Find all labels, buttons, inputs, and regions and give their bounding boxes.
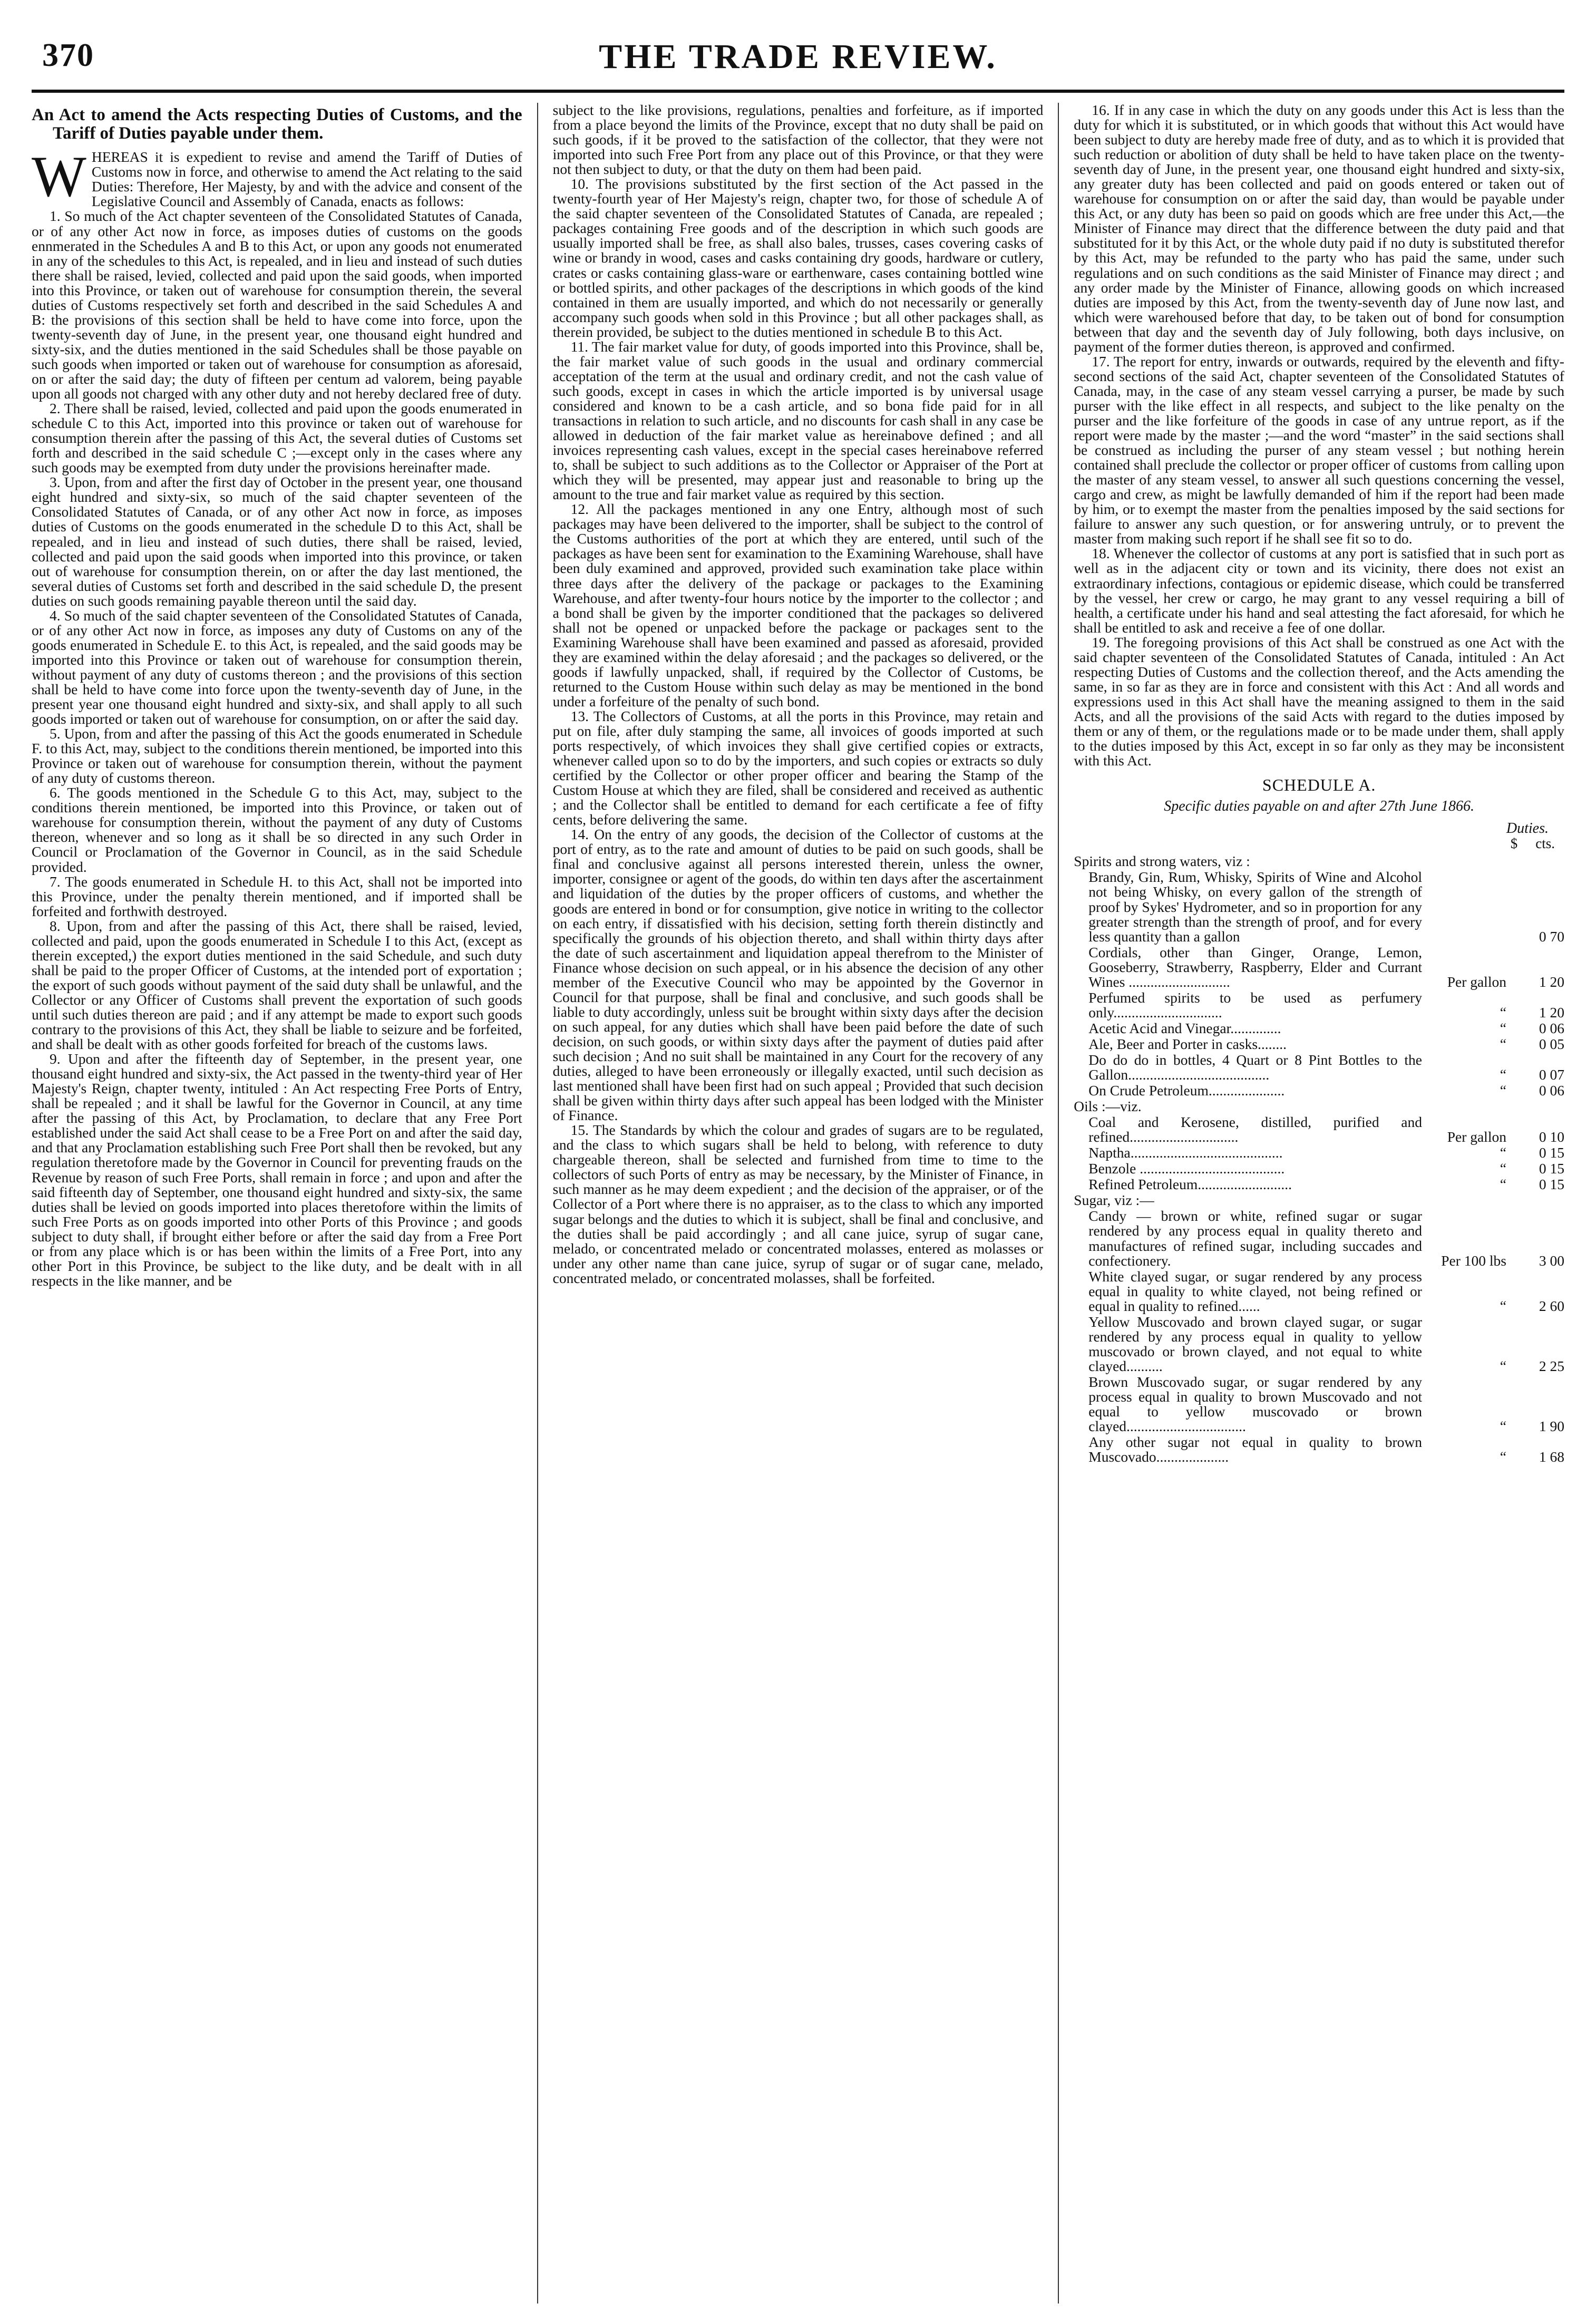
duty-unit: “ bbox=[1500, 1418, 1506, 1435]
duty-row bbox=[1074, 1177, 1564, 1192]
duty-row bbox=[1074, 1209, 1564, 1268]
intro-text: HEREAS it is expedient to revise and amend the Tariff of Duties of Customs now in force, and otherwise to amend the Act relating to the said Duties: Therefore, Her Majesty, by and with the advice and consent of the Legislative Council and Assembly of Canada, enacts as follows: bbox=[91, 149, 522, 210]
schedule-title: SCHEDULE A. bbox=[1262, 775, 1376, 795]
article-title: An Act to amend the Acts respecting Duties of Customs, and the Tariff of Duties payable under them. bbox=[32, 105, 522, 143]
duty-value: 2 60 bbox=[1539, 1297, 1564, 1314]
duty-description: On Crude Petroleum..................... bbox=[1088, 1082, 1285, 1099]
duty-row bbox=[1074, 1021, 1564, 1036]
duty-row bbox=[1074, 1193, 1564, 1208]
duty-value: 0 15 bbox=[1539, 1160, 1564, 1177]
duty-value: 1 90 bbox=[1539, 1418, 1564, 1435]
duty-value: 0 06 bbox=[1539, 1019, 1564, 1036]
duty-description: Cordials, other than Ginger, Orange, Lemon, Gooseberry, Strawberry, Raspberry, Elder and Currant Wines ............................ bbox=[1088, 944, 1422, 990]
duty-unit: “ bbox=[1500, 1449, 1506, 1465]
section-paragraph: 7. The goods enumerated in Schedule H. to this Act, shall not be imported into this Province, under the penalty therein mentioned, and if imported shall be forfeited and forthwith destroyed. bbox=[32, 873, 522, 919]
section-paragraph: 14. On the entry of any goods, the decision of the Collector of customs at the port of entry, as to the rate and amount of duties to be paid on such goods, shall be final and conclusive against all persons interested therein, unless the owner, importer, consignee or agent of the goods, do within ten days after the ascertainment and liquidation of the duties by the proper officers of customs, and whether the goods are entered in bond or for consumption, give notice in writing to the collector on each entry, if dissatisfied with his decision, setting forth therein distinctly and specifically the grounds of his objection thereto, and shall within thirty days after the date of such ascertainment and liquidation appeal therefrom to the Minister of Finance whose decision on such appeal, or in his absence the decision of any other member of the Executive Council who may be appointed by the Governor in Council for that purpose, shall be final and conclusive, and such goods shall be liable to duty accordingly, unless suit be brought within sixty days after the decision on such appeal, for any duties which shall have been paid before the date of such decision, on such goods, or within sixty days after the payment of duties paid after such decision ; And no suit shall be maintained in any Court for the recovery of any duties, alleged to have been erroneously or illegally exacted, until such decision as last mentioned shall have been first had on such appeal ; Provided that such decision shall be given within thirty days after such appeal has been lodged with the Minister of Finance. bbox=[552, 826, 1044, 1124]
duty-unit: Per gallon bbox=[1447, 973, 1506, 990]
section-paragraph: 4. So much of the said chapter seventeen of the Consolidated Statutes of Canada, or of any other Act now in force, as imposes any duty of Customs on any of the goods enumerated in Schedule E. to this Act, is repealed, and the said goods may be imported into this Province or taken out of warehouse for consumption therein, without payment of any duty of customs thereon ; and the provisions of this section shall be held to have come into force upon the twenty-seventh day of June, in the present year one thousand eight hundred and sixty-six, and shall apply to all such goods imported or taken out of warehouse for consumption, on or after the said day. bbox=[32, 607, 522, 727]
duty-description: Candy — brown or white, refined sugar or sugar rendered by any process equal in quality thereto and manufactures of refined sugar, including succades and confectionery. bbox=[1088, 1208, 1422, 1269]
duty-value: 1 20 bbox=[1539, 1004, 1564, 1020]
duty-row bbox=[1074, 1037, 1564, 1052]
duties-heading: Duties. bbox=[1506, 820, 1549, 837]
duty-description: Acetic Acid and Vinegar.............. bbox=[1088, 1019, 1281, 1036]
duty-unit: “ bbox=[1500, 1004, 1506, 1020]
duty-table bbox=[1074, 854, 1564, 1464]
section-paragraph: 11. The fair market value for duty, of goods imported into this Province, shall be, the fair market value of such goods in the usual and ordinary commercial acceptation of the term at the usual and ordinary credit, and not the cash value of such goods, except in cases in which the article imported is by universal usage considered and known to be a cash article, and so bona fide paid for in all transactions in relation to such article, and no discounts for cash shall in any case be allowed in deduction of the fair market value as hereinabove defined ; and all invoices representing cash values, except in the special cases hereinabove referred to, shall be subject to such additions as to the Collector or Appraiser of the Port at which they will be presented, may appear just and reasonable to bring up the amount to the true and fair market value as required by this section. bbox=[552, 338, 1044, 503]
duty-unit: “ bbox=[1500, 1357, 1506, 1374]
section-paragraph: 15. The Standards by which the colour and grades of sugars are to be regulated, and the class to which sugars shall be held to belong, with reference to duty chargeable thereon, shall be selected and furnished from time to time to the collectors of such Ports of entry as may be necessary, by the Minister of Finance, in such manner as he may deem expedient ; and the decision of the appraiser, or of the Collector of a Port where there is no appraiser, as to the class to which any imported sugar belongs and the duties to which it is subject, shall be final and conclusive, and the duties shall be paid accordingly ; and all cane juice, syrup of sugar cane, melado, or concentrated melado or concentrated molasses, entered as molasses or under any other name than cane juice, syrup of sugar or of sugar cane, melado, concentrated melado, or concentrated molasses, shall be forfeited. bbox=[552, 1122, 1044, 1286]
section-paragraph: 8. Upon, from and after the passing of this Act, there shall be raised, levied, collected and paid, upon the goods enumerated in Schedule I to this Act, (except as therein excepted,) the export duties mentioned in the said Schedule, and such duty shall be paid to the proper Officer of Customs, at the intended port of exportation ; the export of such goods without payment of the said duty shall be unlawful, and the Collector or any Officer of Customs shall prevent the exportation of such goods until such duties thereon are paid ; and if any attempt be made to export such goods contrary to the provisions of this Act, they shall be liable to seizure and be forfeited, and shall be dealt with as other goods forfeited for breach of the customs laws. bbox=[32, 917, 522, 1053]
duty-description: Do do do in bottles, 4 Quart or 8 Pint Bottles to the Gallon....................................... bbox=[1088, 1051, 1422, 1083]
text-columns bbox=[32, 103, 1564, 2303]
running-title: THE TRADE REVIEW. bbox=[599, 37, 997, 76]
duty-description: Oils :—viz. bbox=[1074, 1098, 1142, 1115]
duty-row bbox=[1074, 854, 1564, 869]
duty-description: Ale, Beer and Porter in casks........ bbox=[1088, 1035, 1287, 1052]
schedule-subtitle: Specific duties payable on and after 27th June 1866. bbox=[1164, 798, 1474, 814]
duty-row bbox=[1074, 1115, 1564, 1144]
duty-description: Brown Muscovado sugar, or sugar rendered by any process equal in quality to brown Muscovado and not equal to yellow muscovado or brown clayed................................. bbox=[1088, 1373, 1422, 1435]
duty-unit: “ bbox=[1500, 1019, 1506, 1036]
section-paragraph: 2. There shall be raised, levied, collected and paid upon the goods enumerated in schedule C to this Act, imported into this province or taken out of warehouse for consumption therein after the passing of this Act, the several duties of Customs set forth and described in the said schedule C ;—except only in the cases where any such goods may be exempted from duty under the provisions hereinafter made. bbox=[32, 400, 522, 476]
duty-unit: “ bbox=[1500, 1082, 1506, 1099]
duty-unit: Per 100 lbs bbox=[1441, 1252, 1506, 1269]
duty-unit: “ bbox=[1500, 1066, 1506, 1083]
section-paragraph: 17. The report for entry, inwards or outwards, required by the eleventh and fifty-second sections of the said Act, chapter seventeen of the Consolidated Statutes of Canada, may, in the case of any steam vessel carrying a purser, be made by such purser with the like effect in all respects, and subject to the like penalty on the purser and the like forfeiture of the goods in case of any untrue report, as if the report were made by the master ;—and the word “master” in the said sections shall be construed as including the purser of any steam vessel ; but nothing herein contained shall preclude the collector or proper officer of customs from calling upon the master of any steam vessel, to answer all such questions concerning the vessel, cargo and crew, as might be lawfully demanded of him if the report had been made by him, or to exempt the master from the penalties imposed by the said sections for failure to answer any such question, or for answering untruly, or to prevent the master from making such report if he shall see fit so to do. bbox=[1074, 353, 1564, 547]
duty-row bbox=[1074, 1269, 1564, 1314]
duty-value: 0 05 bbox=[1539, 1035, 1564, 1052]
column-2 bbox=[553, 103, 1044, 2303]
duty-description: White clayed sugar, or sugar rendered by any process equal in quality to white clayed, not being refined or equal in quality to refined...... bbox=[1088, 1268, 1422, 1314]
section-paragraph: 19. The foregoing provisions of this Act shall be construed as one Act with the said chapter seventeen of the Consolidated Statutes of Canada, intituled : An Act respecting Duties of Customs and the collection thereof, and the Acts amending the same, in so far as they are in force and consistent with this Act : And all words and expressions used in this Act shall have the meaning assigned to them in the said Acts, and all the provisions of the said Acts with regard to the duties imposed by them or any of them, or the regulations made or to be made under them, shall apply to the duties imposed by this Act, except in so far only as they may be inconsistent with this Act. bbox=[1074, 634, 1564, 769]
duty-row bbox=[1074, 990, 1564, 1020]
section-paragraph: 6. The goods mentioned in the Schedule G to this Act, may, subject to the conditions therein mentioned, be imported into this Province, or taken out of warehouse for consumption therein, without the payment of any duty of Customs thereon, whenever and so long as it shall be so directed in any such Order in Council or Proclamation of the Governor in Council, as in the said Schedule provided. bbox=[32, 784, 522, 875]
page-number: 370 bbox=[42, 37, 94, 73]
duty-description: Yellow Muscovado and brown clayed sugar, or sugar rendered by any process equal in quality to yellow muscovado or brown clayed, and not equal to white clayed.......... bbox=[1088, 1313, 1422, 1374]
duty-description: Naptha.......................................... bbox=[1088, 1144, 1283, 1161]
duty-description: Benzole ........................................ bbox=[1088, 1160, 1285, 1177]
duty-description: Refined Petroleum.......................... bbox=[1088, 1176, 1292, 1193]
duty-description: Coal and Kerosene, distilled, purified and refined.............................. bbox=[1088, 1114, 1422, 1145]
column-3 bbox=[1074, 103, 1564, 2303]
duty-value: 3 00 bbox=[1539, 1252, 1564, 1269]
column-divider bbox=[1058, 103, 1059, 2303]
duty-description: Brandy, Gin, Rum, Whisky, Spirits of Wine and Alcohol not being Whisky, on every gallon of the strength of proof by Sykes' Hydrometer, and so in proportion for any greater strength than the strength of proof, and for every less quantity than a gallon bbox=[1088, 869, 1422, 945]
duty-value: 1 20 bbox=[1539, 973, 1564, 990]
duty-row bbox=[1074, 945, 1564, 989]
duty-unit: “ bbox=[1500, 1176, 1506, 1193]
section-paragraph: 18. Whenever the collector of customs at any port is satisfied that in such port as well as in the adjacent city or town and its vicinity, there does not exist an extraordinary infections, contagious or epidemic disease, which could be transferred by the vessel, her crew or cargo, he may grant to any vessel requiring a bill of health, a certificate under his hand and seal attesting the fact aforesaid, for which he shall be entitled to ask and receive a fee of one dollar. bbox=[1074, 545, 1564, 636]
duty-row bbox=[1074, 1083, 1564, 1098]
duty-column-headings bbox=[1074, 837, 1564, 851]
section-paragraph: 16. If in any case in which the duty on any goods under this Act is less than the duty for which it is substituted, or in which goods that without this Act would have been subject to duty are hereby made free of duty, and as to which it is provided that such reduction or abolition of duty shall be held to have taken place on the twenty-seventh day of June, in the present year, one thousand eight hundred and sixty-six, any greater duty has been collected and paid on goods entered or taken out of warehouse for consumption on or after the said day, than would be payable under this Act, or any duty has been so paid on goods which are free under this Act,—the Minister of Finance may direct that the difference between the duty paid and that substituted for it by this Act, or the whole duty paid if no duty is substituted therefor by this Act, may be refunded to the party who has paid the same, under such regulations and on such conditions as the said Minister of Finance may direct ; and any order made by the Minister of Finance, allowing goods on which increased duties are imposed by this Act, from the twenty-seventh day of June now last, and which were warehoused before that day, to be taken out of bond for consumption between that day and the seventh day of July following, both days inclusive, on payment of the former duties thereon, is approved and confirmed. bbox=[1074, 103, 1564, 355]
duty-row bbox=[1074, 1099, 1564, 1114]
duty-description: Perfumed spirits to be used as perfumery only.............................. bbox=[1088, 989, 1422, 1020]
dollar-heading: $ bbox=[1510, 835, 1518, 851]
column-3-text bbox=[1074, 103, 1564, 768]
section-paragraph: 1. So much of the Act chapter seventeen of the Consolidated Statutes of Canada, or of any other Act now in force, as imposes duties of customs on the goods ennmerated in the Schedules A and B to this Act, or upon any goods not enumerated in any of the schedules to this Act, is repealed, and in lieu and instead of such duties there shall be raised, levied, collected and paid upon the said goods, when imported into this Province, or taken out of warehouse for consumption therein, the several duties of Customs respectively set forth and described in the said Schedules A and B: the provisions of this section shall be held to have come into force, upon the twenty-seventh day of June, in the present year, one thousand eight hundred and sixty-six, and the duties mentioned in the said Schedules shall be those payable on such goods when imported or taken out of warehouse for consumption as aforesaid, on or after the said day; the duty of fifteen per centum ad valorem, being payable upon all goods not charged with any other duty and not hereby declared free of duty. bbox=[32, 208, 522, 402]
duty-value: 0 70 bbox=[1539, 928, 1564, 945]
duty-row bbox=[1074, 1053, 1564, 1082]
section-paragraph: 5. Upon, from and after the passing of this Act the goods enumerated in Schedule F. to this Act, may, subject to the conditions therein mentioned, be imported into this Province or taken out of warehouse for consumption therein, without the payment of any duty of customs thereon. bbox=[32, 725, 522, 786]
duty-value: 0 06 bbox=[1539, 1082, 1564, 1099]
section-paragraph: 12. All the packages mentioned in any one Entry, although most of such packages may have been delivered to the importer, shall be subject to the control of the Customs authorities of the port at which they are entered, until such of the packages as have been sent for examination to the Examining Warehouse, shall have been duly examined and approved, provided such examination take place within three days after the delivery of the package or packages to the Examining Warehouse, and after twenty-four hours notice by the importer to the collector ; and a bond shall be given by the importer conditioned that the packages so delivered shall not be opened or unpacked before the package or packages sent to the Examining Warehouse shall have been examined and passed as aforesaid, provided they are examined within the delay aforesaid ; and the packages so delivered, or the goods if lawfully unpacked, shall, if required by the Collector of Customs, be returned to the Custom House within such delay as may be mentioned in the bond under a forfeiture of the penalty of such bond. bbox=[552, 501, 1044, 709]
newspaper-page bbox=[32, 26, 1564, 2303]
duty-value: 1 68 bbox=[1539, 1449, 1564, 1465]
duty-value: 0 07 bbox=[1539, 1066, 1564, 1083]
duty-value: 0 15 bbox=[1539, 1176, 1564, 1193]
duty-unit: “ bbox=[1500, 1035, 1506, 1052]
duty-description: Sugar, viz :— bbox=[1074, 1192, 1154, 1209]
section-paragraph: subject to the like provisions, regulations, penalties and forfeiture, as if imported from a place beyond the limits of the Province, except that no duty shall be paid on such goods, if it be proved to the satisfaction of the collector, that they were not imported into such Free Port from any place out of this Province, or that they were not then subject to duty, or that the duty on them had been paid. bbox=[552, 103, 1044, 178]
duty-description: Spirits and strong waters, viz : bbox=[1074, 853, 1250, 870]
duty-row bbox=[1074, 1145, 1564, 1160]
section-paragraph: 13. The Collectors of Customs, at all the ports in this Province, may retain and put on file, after duly stamping the same, all invoices of goods imported at such ports respectively, of which invoices they shall give certified copies or extracts, whenever called upon so to do by the importers, and such copies or extracts so duly certified by the Collector or other proper officer and bearing the Stamp of the Custom House at which they are filed, shall be considered and received as authentic ; and the Collector shall be entitled to demand for each certificate a fee of fifty cents, before delivering the same. bbox=[552, 707, 1044, 828]
duty-description: Any other sugar not equal in quality to brown Muscovado.................... bbox=[1088, 1434, 1422, 1465]
article-intro bbox=[32, 144, 522, 210]
duty-row bbox=[1074, 1375, 1564, 1434]
column-divider bbox=[537, 103, 538, 2303]
duty-unit: “ bbox=[1500, 1160, 1506, 1177]
duty-row bbox=[1074, 1435, 1564, 1464]
duty-row bbox=[1074, 1315, 1564, 1374]
header-rule bbox=[32, 90, 1564, 93]
duty-value: 0 15 bbox=[1539, 1144, 1564, 1161]
duty-value: 0 10 bbox=[1539, 1129, 1564, 1145]
duty-unit: Per gallon bbox=[1447, 1129, 1506, 1145]
duty-unit: “ bbox=[1500, 1144, 1506, 1161]
section-paragraph: 3. Upon, from and after the first day of October in the present year, one thousand eight hundred and sixty-six, so much of the said chapter seventeen of the Consolidated Statutes of Canada, or of any other Act now in force, as imposes duties of Customs on the goods enumerated in the schedule D to this Act, shall be repealed, and in lieu and instead of such duties, there shall be raised, levied, collected and paid upon the said goods when imported into this province, or taken out of warehouse for consumption therein, on or after the day last mentioned, the several duties of Customs set forth and described in the said schedule D, the present duties on such goods remaining payable thereon until the said day. bbox=[32, 474, 522, 609]
drop-cap: W bbox=[32, 144, 86, 209]
cents-heading: cts. bbox=[1535, 835, 1555, 851]
section-paragraph: 9. Upon and after the fifteenth day of September, in the present year, one thousand eight hundred and sixty-six, the Act passed in the twenty-third year of Her Majesty's Reign, chapter twenty, intituled : An Act respecting Free Ports of Entry, shall be repealed ; and it shall be lawful for the Governor in Council, at any time after the passing of this Act, by Proclamation, to declare that any Free Port established under the said Act shall cease to be a Free Port on and after the said day, and that any Proclamation establishing such Free Port shall then be revoked, but any regulation theretofore made by the Governor in Council for preventing frauds on the Revenue by reason of such Free Ports, shall remain in force ; and upon and after the said fifteenth day of September, one thousand eight hundred and sixty-six, the same duties shall be levied on goods imported into places theretofore within the limits of such Free Ports as on goods imported into other Ports of this Province ; and goods subject to duty shall, if brought either before or after the said day from a Free Port or from any place which is or has been within the limits of a Free Port, into any other Port in this Province, be subject to the like duty, and be dealt with in all respects in the like manner, and be bbox=[32, 1051, 522, 1289]
duty-value: 2 25 bbox=[1539, 1357, 1564, 1374]
duty-unit: “ bbox=[1500, 1297, 1506, 1314]
column-1 bbox=[32, 103, 522, 2303]
section-paragraph: 10. The provisions substituted by the first section of the Act passed in the twenty-fourth year of Her Majesty's reign, chapter two, for those of schedule A of the said chapter seventeen of the Consolidated Statutes of Canada, are repealed ; packages containing Free goods and of the description in which such goods are usually imported shall be free, as shall also bales, trusses, cases covering casks of wine or brandy in wood, cases and casks containing dry goods, hardware or cutlery, crates or casks containing glass-ware or earthenware, cases containing bottled wine or bottled spirits, and other packages of the descriptions in which goods of the kind contained in them are usually imported, and which do not necessarily or generally accompany such goods when sold in this Province ; but all other packages shall, as therein provided, be subject to the duties mentioned in schedule B to this Act. bbox=[552, 176, 1044, 340]
duty-row bbox=[1074, 870, 1564, 944]
duty-row bbox=[1074, 1161, 1564, 1176]
page-header bbox=[32, 26, 1564, 84]
